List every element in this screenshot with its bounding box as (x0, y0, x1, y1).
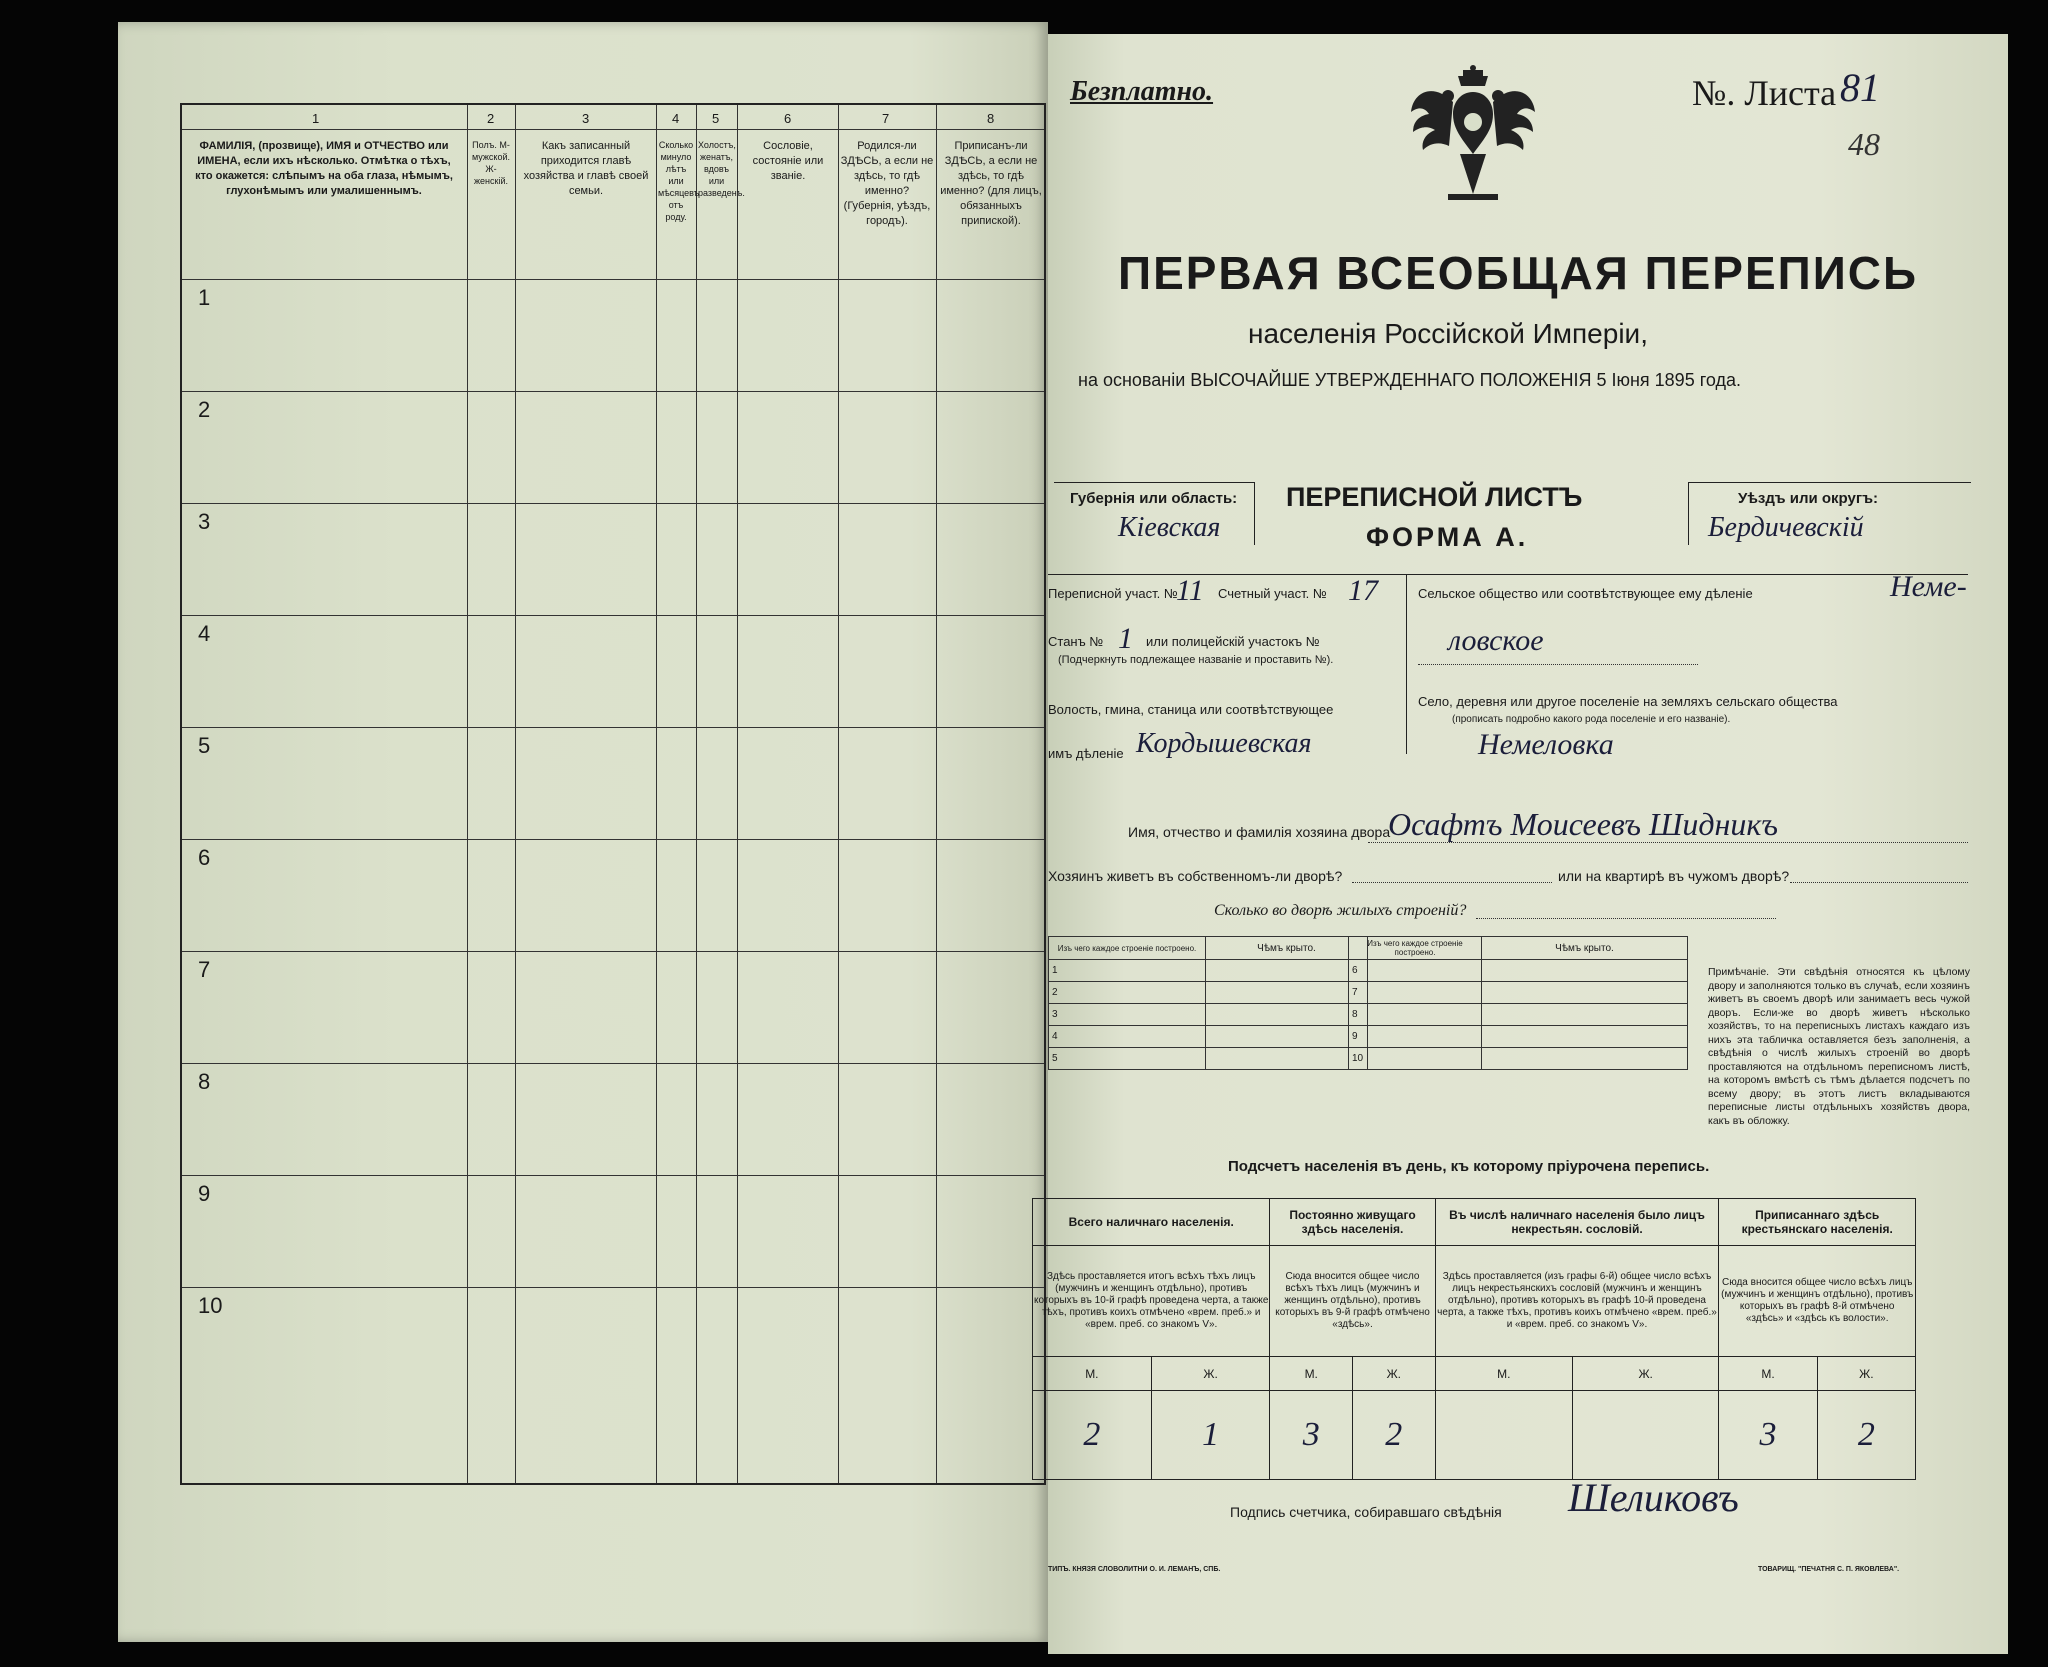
village-hw: Немеловка (1478, 728, 1614, 761)
signature-label: Подпись счетчика, собиравшаго свѣдѣнія (1230, 1504, 1502, 1520)
society-hw-1: Неме- (1890, 570, 1967, 603)
police-label: или полицейскій участокъ № (1146, 634, 1320, 649)
decree-line: на основаніи ВЫСОЧАЙШЕ УТВЕРЖДЕННАГО ПОЛОЖЕНІЯ 5 Іюня 1895 года. (1078, 370, 1742, 390)
buildings-question: Сколько во дворѣ жилыхъ строеній? (1214, 902, 1467, 919)
buildings-row: 1 (1049, 960, 1206, 982)
subtitle: населенія Россійской Имперіи, (1248, 318, 1648, 349)
col-number-4: 4 (672, 111, 680, 126)
uezd-hw: Бердичевскій (1708, 512, 1864, 543)
col-number-6: 6 (784, 111, 792, 126)
buildings-row: 4 (1049, 1026, 1206, 1048)
row-number: 1 (198, 285, 211, 310)
society-hw-2: ловское (1448, 624, 1544, 657)
sex-female-header: Ж. (1572, 1357, 1718, 1390)
count-section-hw: 17 (1348, 574, 1378, 607)
underline-note: (Подчеркнуть подлежащее названіе и проставить №). (1058, 654, 1334, 666)
col-number-1: 1 (312, 111, 320, 126)
stan-label: Станъ № (1048, 634, 1104, 649)
sex-male-header: М. (1033, 1357, 1152, 1390)
buildings-header-material: Изъ чего каждое строеніе построено. (1049, 937, 1206, 960)
uezd-label: Уѣздъ или округъ: (1738, 490, 1879, 507)
form-subtitle: ФОРМА А. (1366, 522, 1529, 552)
village-note: (прописать подробно какого рода поселеніе и его названіе). (1452, 714, 1731, 725)
buildings-table-right (1348, 936, 1688, 1070)
volost-hw: Кордышевская (1136, 728, 1312, 759)
row-number: 8 (198, 1069, 211, 1094)
sex-male-header: М. (1435, 1357, 1572, 1390)
buildings-header-roof: Чѣмъ крыто. (1482, 937, 1688, 960)
society-label: Сельское общество или соотвѣтствующее ему дѣленіе (1418, 586, 1753, 601)
sex-female-header: Ж. (1151, 1357, 1270, 1390)
village-label: Село, деревня или другое поселеніе на земляхъ сельскаго общества (1418, 694, 1838, 709)
header-birthplace: Родился-ли ЗДѢСЬ, а если не здѣсь, то гдѣ именно? (Губернія, уѣздъ, городъ). (840, 140, 934, 227)
header-registered: Приписанъ-ли ЗДѢСЬ, а если не здѣсь, то гдѣ именно? (для лицъ, обязанныхъ припиской). (940, 140, 1042, 227)
double-headed-eagle-emblem (1408, 62, 1538, 217)
right-page (1034, 34, 2008, 1654)
row-number: 7 (198, 957, 211, 982)
sheet-number-hw: 81 (1840, 65, 1880, 110)
owner-label: Имя, отчество и фамилія хозяина двора (1128, 824, 1391, 840)
pop-header-total: Всего наличнаго населенія. (1033, 1199, 1270, 1246)
population-grid (180, 103, 1046, 1485)
buildings-row: 9 (1349, 1026, 1482, 1048)
volost-label-2: имъ дѣленіе (1048, 746, 1124, 761)
pop-value-permanent-m: 3 (1270, 1390, 1353, 1479)
owner-hw: Осафтъ Моисеевъ Шидникъ (1388, 806, 1778, 842)
pop-header-non-peasant: Въ числѣ наличнаго населенія было лицъ некрестьян. сословій. (1435, 1199, 1719, 1246)
buildings-row: 8 (1349, 1004, 1482, 1026)
buildings-header-material: Изъ чего каждое строеніе построено. (1349, 937, 1482, 960)
buildings-row: 3 (1049, 1004, 1206, 1026)
sex-male-header: М. (1719, 1357, 1817, 1390)
header-name: ФАМИЛІЯ, (прозвище), ИМЯ и ОТЧЕСТВО или ИМЕНА, если ихъ нѣсколько. Отмѣтка о тѣхъ, кто окажется: слѣпымъ на оба глаза, нѣмымъ, глухонѣмымъ или умалишеннымъ. (195, 140, 453, 197)
buildings-row: 10 (1349, 1048, 1482, 1070)
pop-header-registered: Приписаннаго здѣсь крестьянскаго населенія. (1719, 1199, 1916, 1246)
row-number: 2 (198, 397, 211, 422)
sheet-number-label: №. Листа (1692, 73, 1837, 113)
sex-male-header: М. (1270, 1357, 1353, 1390)
buildings-row: 2 (1049, 982, 1206, 1004)
col-number-2: 2 (487, 111, 495, 126)
buildings-header-roof: Чѣмъ крыто. (1206, 937, 1368, 960)
col-number-7: 7 (882, 111, 890, 126)
col-number-8: 8 (987, 111, 995, 126)
row-number: 5 (198, 733, 211, 758)
header-marital: Холостъ, женатъ, вдовъ или разведенъ. (698, 140, 745, 198)
pop-value-registered-m: 3 (1719, 1390, 1817, 1479)
census-section-label: Переписной участ. № (1048, 586, 1178, 601)
pop-value-registered-f: 2 (1817, 1390, 1915, 1479)
pop-value-non-peasant-f (1572, 1390, 1718, 1479)
lives-label: Хозяинъ живетъ въ собственномъ-ли дворѣ? (1048, 868, 1343, 884)
row-number: 6 (198, 845, 211, 870)
signature-hw: Шеликовъ (1568, 1475, 1739, 1520)
sex-female-header: Ж. (1353, 1357, 1436, 1390)
row-number: 4 (198, 621, 211, 646)
sex-female-header: Ж. (1817, 1357, 1915, 1390)
pop-value-total-f: 1 (1151, 1390, 1270, 1479)
printer-left: ТИПЪ. КНЯЗЯ СЛОВОЛИТНИ О. И. ЛЕМАНЪ, СПБ. (1048, 1566, 1221, 1573)
pop-desc-registered: Сюда вносится общее число всѣхъ лицъ (мужчинъ и женщинъ отдѣльно), противъ которыхъ въ графѣ 8-й отмѣчено «здѣсь» и «здѣсь къ волости». (1719, 1245, 1916, 1357)
population-count-table (1032, 1198, 1916, 1480)
sheet-number-hw-2: 48 (1848, 126, 1880, 162)
buildings-row: 6 (1349, 960, 1482, 982)
gubernia-hw: Кіевская (1118, 512, 1221, 543)
header-age: Сколько минуло лѣтъ или мѣсяцевъ отъ роду. (658, 140, 700, 222)
header-sex: Полъ. М-мужской. Ж-женскій. (472, 140, 510, 186)
header-relation: Какъ записанный приходится главѣ хозяйства и главѣ своей семьи. (523, 140, 649, 197)
gubernia-label: Губернія или область: (1070, 490, 1238, 507)
pop-desc-permanent: Сюда вносится общее число всѣхъ тѣхъ лицъ (мужчинъ и женщинъ отдѣльно), противъ которыхъ въ 9-й графѣ отмѣчено «здѣсь». (1270, 1245, 1435, 1357)
count-section-label: Счетный участ. № (1218, 586, 1327, 601)
population-count-title: Подсчетъ населенія въ день, къ которому пріурочена перепись. (1228, 1158, 1710, 1175)
col-number-3: 3 (582, 111, 590, 126)
lives-label-2: или на квартирѣ въ чужомъ дворѣ? (1558, 868, 1790, 884)
pop-desc-non-peasant: Здѣсь проставляется (изъ графы 6-й) общее число всѣхъ лицъ некрестьянскихъ сословій (мужчинъ и женщинъ отдѣльно), противъ которыхъ въ графѣ 10-й проведена черта, а также тѣхъ, противъ коихъ отмѣчено «врем. преб.» и «врем. преб. со знакомъ V». (1435, 1245, 1719, 1357)
stan-hw: 1 (1118, 622, 1133, 655)
buildings-table-left (1048, 936, 1368, 1070)
row-number: 10 (198, 1293, 223, 1318)
left-page (118, 22, 1048, 1642)
header-estate: Сословіе, состояніе или званіе. (752, 140, 824, 182)
note-text: Примѣчаніе. Эти свѣдѣнія относятся къ цѣлому двору и заполняются только въ случаѣ, если хозяинъ живетъ въ своемъ дворѣ или занимаетъ весь чужой дворъ. Если-же во дворѣ живетъ нѣсколько хозяйствъ, то на переписныхъ листахъ каждаго изъ нихъ эта табличка оставляется безъ заполненія, а свѣдѣнія о числѣ жилыхъ строеній во дворѣ проставляются на отдѣльномъ переписномъ листѣ, на которомъ вмѣстѣ съ тѣмъ дѣлается подсчетъ по всему двору; въ этотъ листъ вкладываются переписные листы отдѣльныхъ хозяйствъ двора, какъ въ обложку. (1708, 966, 1970, 1127)
pop-value-permanent-f: 2 (1353, 1390, 1436, 1479)
census-section-hw: 11 (1176, 574, 1204, 607)
volost-label: Волость, гмина, станица или соотвѣтствующее (1048, 702, 1334, 717)
main-title: ПЕРВАЯ ВСЕОБЩАЯ ПЕРЕПИСЬ (1118, 247, 1919, 299)
free-label: Безплатно. (1070, 76, 1214, 107)
buildings-row: 5 (1049, 1048, 1206, 1070)
pop-desc-total: Здѣсь проставляется итогъ всѣхъ тѣхъ лицъ (мужчинъ и женщинъ отдѣльно), противъ которыхъ въ 10-й графѣ проведена черта, а также тѣхъ, противъ коихъ отмѣчено «врем. преб.» и «врем. преб. со знакомъ V». (1033, 1245, 1270, 1357)
pop-value-total-m: 2 (1033, 1390, 1152, 1479)
pop-header-permanent: Постоянно живущаго здѣсь населенія. (1270, 1199, 1435, 1246)
row-number: 9 (198, 1181, 211, 1206)
pop-value-non-peasant-m (1435, 1390, 1572, 1479)
row-number: 3 (198, 509, 211, 534)
printer-right: ТОВАРИЩ. "ПЕЧАТНЯ С. П. ЯКОВЛЕВА". (1758, 1566, 1900, 1573)
col-number-5: 5 (712, 111, 720, 126)
form-title: ПЕРЕПИСНОЙ ЛИСТЪ (1286, 482, 1583, 512)
buildings-row: 7 (1349, 982, 1482, 1004)
